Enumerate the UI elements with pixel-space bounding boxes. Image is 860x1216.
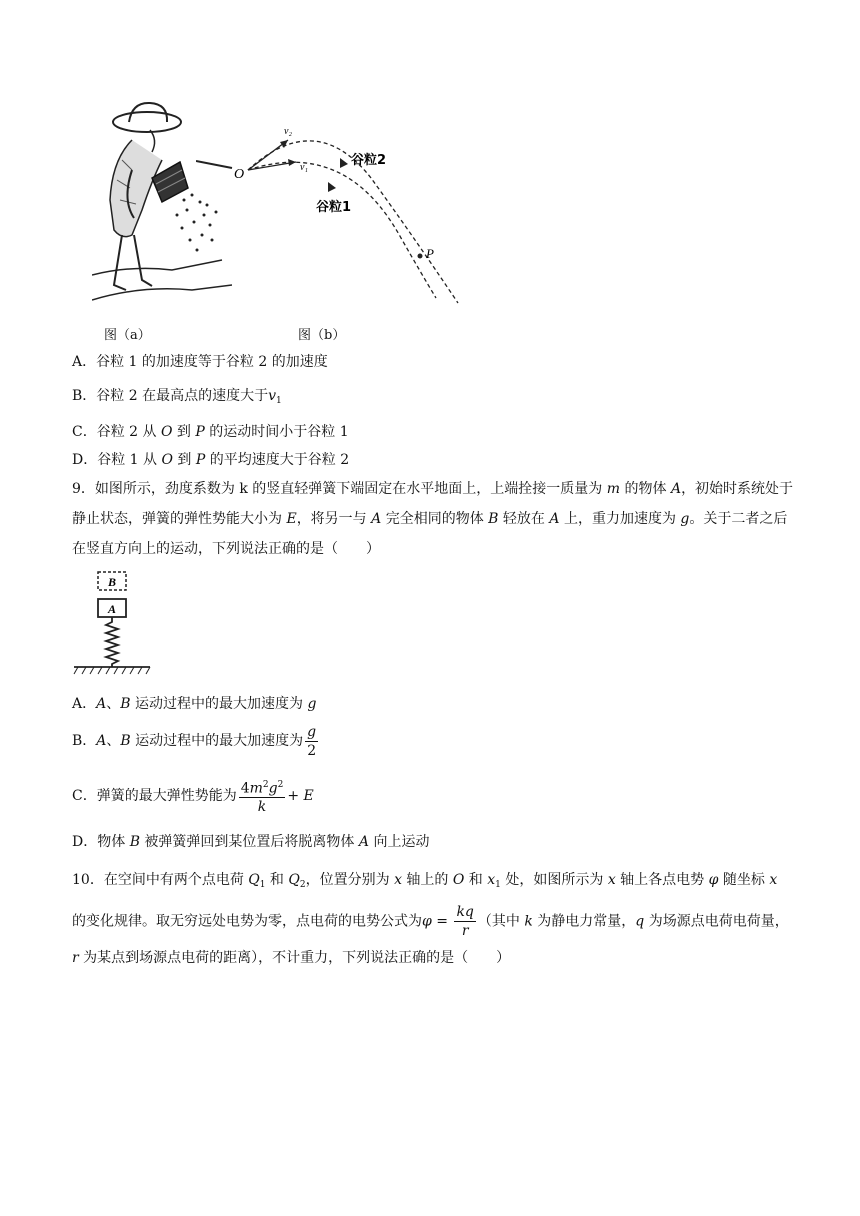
label-P: P [426, 246, 434, 261]
q9-option-b: B．A、B 运动过程中的最大加速度为 $\frac{g}{2}$ [72, 723, 317, 759]
q9-option-a: A．A、B 运动过程中的最大加速度为 g [72, 696, 317, 712]
fraction-kq-over-r: $\frac{kq}{r}$ [456, 904, 474, 939]
v1-arrowhead [288, 159, 296, 166]
point-P [418, 254, 423, 259]
caption-figure-a: 图（a） [104, 328, 151, 343]
label-block-B: B [108, 575, 117, 589]
label-block-A: A [108, 602, 117, 616]
label-grain-2: 谷粒2 [351, 153, 387, 168]
label-v2: v₂ [284, 126, 292, 137]
spring [106, 617, 118, 667]
q8-option-c: C．谷粒 2 从 O 到 P 的运动时间小于谷粒 1 [72, 424, 349, 440]
release-line [196, 161, 232, 168]
fraction-g-over-2: $\frac{g}{2}$ [307, 723, 317, 759]
q8-option-b: B．谷粒 2 在最高点的速度大于$v_1$ [72, 388, 282, 406]
label-O: O [234, 167, 245, 182]
label-grain-1: 谷粒1 [316, 200, 352, 215]
caption-figure-b: 图（b） [298, 328, 346, 343]
label-v1: v₁ [300, 162, 308, 173]
q8-option-d: D．谷粒 1 从 O 到 P 的平均速度大于谷粒 2 [72, 452, 350, 468]
q10-stem: 10．在空间中有两个点电荷 $Q_1$ 和 $Q_2$，位置分别为 x 轴上的 O 和 $x_1$ 处，如图所示为 x 轴上各点电势 φ 随坐标 x 的变化规律。取无穷远处电势为零，点电荷的电势公式为φ = $\frac{kq}{r}$ （其中 k 为静电力常量，q 为场源点电荷电荷量，r 为某点到场源点电荷的距离），不计重力，下列说法正确的是（ ） [72, 872, 789, 966]
figure-spring-blocks [72, 570, 154, 678]
q9-option-c: C．弹簧的最大弹性势能为 $\frac{4m^2g^2}{k}$ + E [72, 774, 314, 818]
figure-b-trajectories [196, 118, 466, 308]
fraction-max-elastic-energy: $\frac{4m^2g^2}{k}$ [239, 776, 286, 817]
q9-stem: 9．如图所示，劲度系数为 k 的竖直轻弹簧下端固定在水平地面上，上端拴接一质量为 m 的物体 A，初始时系统处于静止状态，弹簧的弹性势能大小为 E，将另一与 A 完全相同的物体 B 轻放在 A 上，重力加速度为 g。关于二者之后在竖直方向上的运动，下列说法正确的是（ ） [72, 481, 794, 557]
v2-arrowhead [280, 140, 288, 148]
q9-option-d: D．物体 B 被弹簧弹回到某位置后将脱离物体 A 向上运动 [72, 834, 430, 850]
trajectory-grain-1 [248, 162, 436, 298]
q8-option-a: A．谷粒 1 的加速度等于谷粒 2 的加速度 [72, 354, 328, 370]
